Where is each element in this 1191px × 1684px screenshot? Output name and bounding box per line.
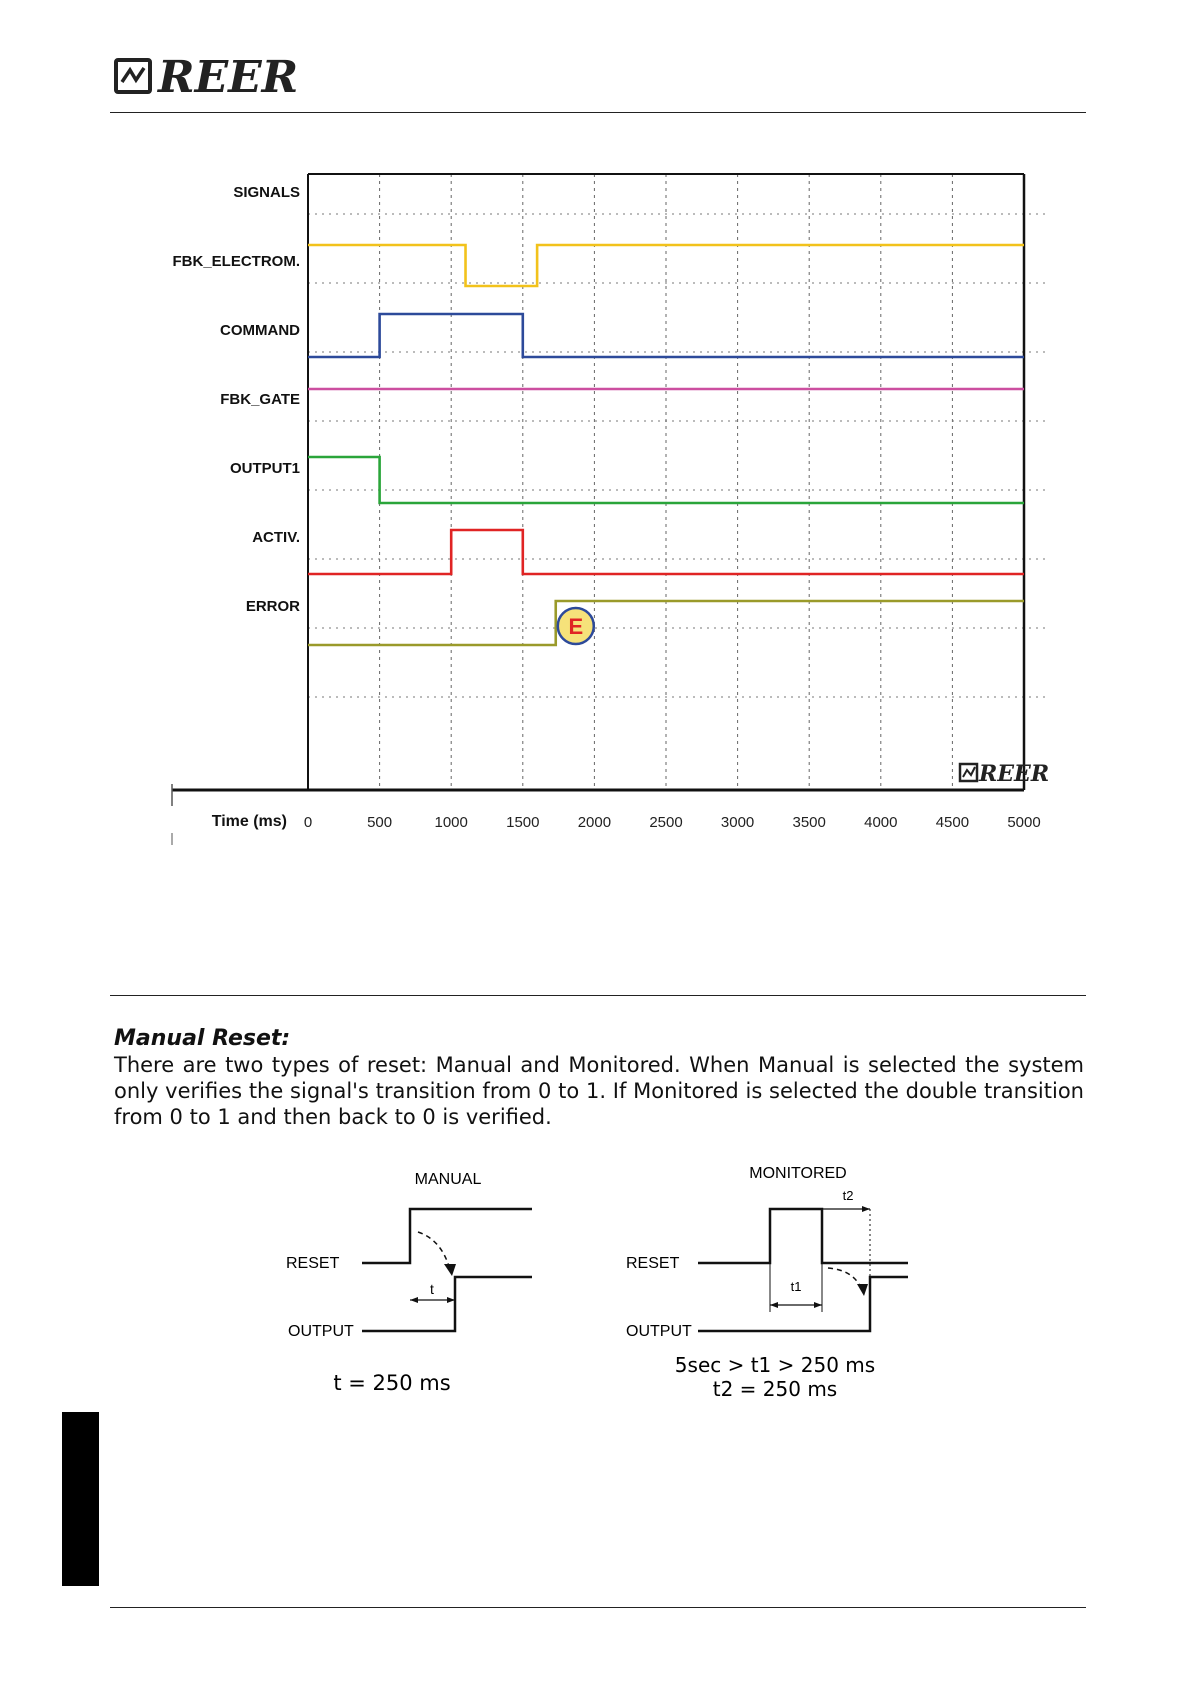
section-heading: Manual Reset: (114, 1026, 291, 1051)
monitored-title: MONITORED (749, 1165, 847, 1182)
manual-reset-diagram (270, 1150, 570, 1410)
x-tick-label: 3000 (720, 814, 755, 831)
signal-label: OUTPUT1 (229, 460, 300, 477)
section-body: There are two types of reset: Manual and Monitored. When Manual is selected the system only verifies the signal's transition from 0 to 1. If Monitored is selected the double transition from 0 to 1 and then back to 0 is verified. (114, 1053, 1084, 1129)
signal-label: SIGNALS (233, 184, 300, 201)
x-tick-label: 500 (367, 814, 393, 831)
signal-label: FBK_GATE (220, 391, 300, 408)
monitored-output-waveform (698, 1277, 908, 1331)
manual-reset-waveform (362, 1209, 532, 1263)
x-tick-label: 0 (303, 814, 313, 831)
monitored-formula-line2: t2 = 250 ms (712, 1377, 838, 1401)
monitored-t1-arrow-left (770, 1302, 778, 1308)
x-tick-label: 1000 (434, 814, 468, 831)
manual-output-label: OUTPUT (288, 1323, 354, 1340)
manual-t-arrow-left (410, 1297, 418, 1303)
monitored-reset-diagram (610, 1150, 940, 1410)
signal-label: ERROR (245, 598, 300, 615)
monitored-output-label: OUTPUT (626, 1323, 692, 1340)
signal-label: ACTIV. (252, 529, 300, 546)
monitored-reset-label: RESET (626, 1255, 680, 1272)
monitored-t1-label: t1 (790, 1279, 802, 1294)
monitored-t2-label: t2 (842, 1188, 854, 1203)
x-tick-label: 4500 (935, 814, 970, 831)
side-tab-marker (62, 1412, 99, 1586)
manual-output-waveform (362, 1277, 532, 1331)
manual-reset-label: RESET (286, 1255, 340, 1272)
manual-formula: t = 250 ms (333, 1371, 451, 1395)
signal-label: COMMAND (220, 322, 300, 339)
manual-title: MANUAL (414, 1171, 482, 1188)
x-tick-label: 1500 (506, 814, 540, 831)
x-tick-label: 4000 (864, 814, 898, 831)
monitored-t2-arrow (862, 1206, 870, 1212)
x-tick-label: 2500 (649, 814, 683, 831)
monitored-formula-line1: 5sec > t1 > 250 ms (674, 1353, 876, 1377)
brand-logo-text: REER (158, 52, 299, 103)
section-divider (110, 995, 1086, 996)
x-axis-label: Time (ms) (211, 813, 287, 830)
footer-divider (110, 1607, 1086, 1608)
x-tick-label: 2000 (577, 814, 612, 831)
monitored-t1-arrow-right (814, 1302, 822, 1308)
monitored-arrow-head (857, 1284, 868, 1296)
signal-label: FBK_ELECTROM. (172, 253, 300, 270)
monitored-dashed-arrow (828, 1268, 862, 1290)
watermark-logo-glyph (963, 767, 975, 777)
monitored-reset-waveform (698, 1209, 908, 1263)
watermark-logo-text: REER (979, 761, 1050, 787)
x-tick-label: 3500 (792, 814, 826, 831)
error-marker-label: E (568, 614, 584, 639)
manual-arrow-head (444, 1264, 456, 1276)
manual-t-label: t (430, 1281, 434, 1297)
x-tick-label: 5000 (1007, 814, 1041, 831)
